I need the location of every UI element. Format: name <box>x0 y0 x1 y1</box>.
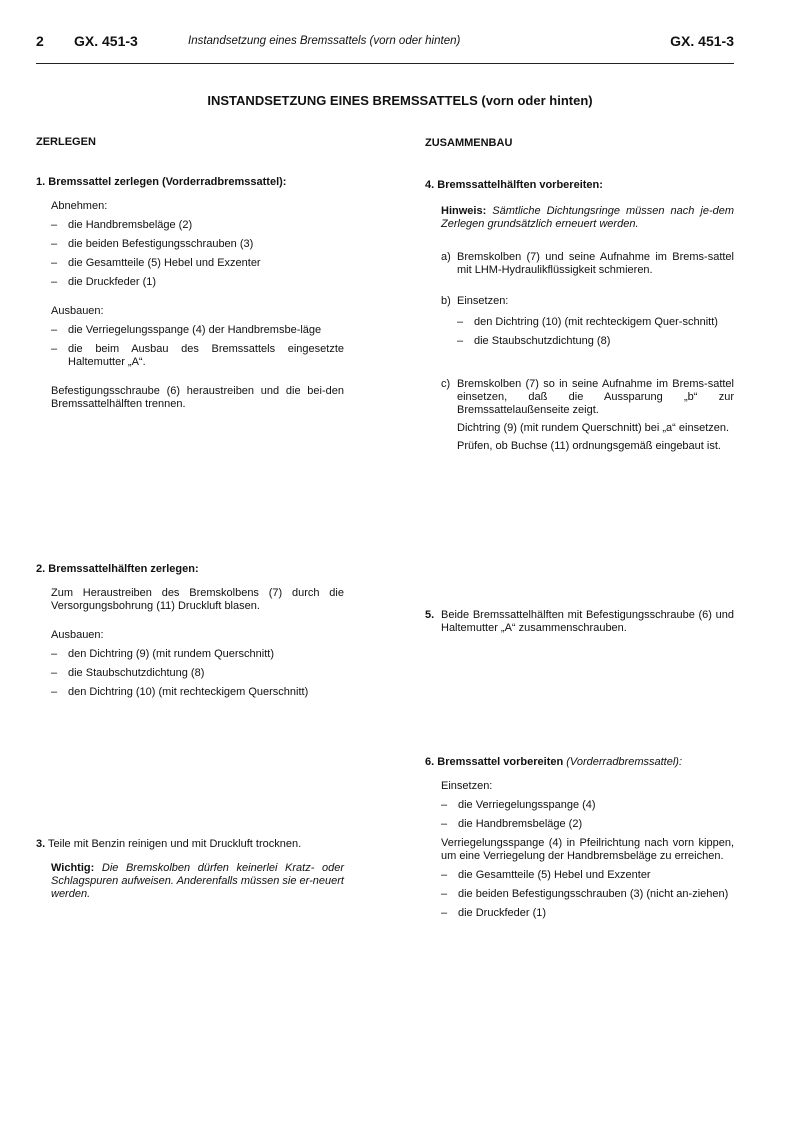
list-item: – die Gesamtteile (5) Hebel und Exzenter <box>51 257 344 270</box>
page-title: INSTANDSETZUNG EINES BREMSSATTELS (vorn oder hinten) <box>207 93 593 108</box>
document-code-right: GX. 451-3 <box>670 33 734 49</box>
step-1-body <box>51 200 344 411</box>
step-3-note: Wichtig: Die Bremskolben dürfen keinerlei Kratz- oder Schlagspuren aufweisen. Anderenfalls müssen sie er-neuert werden. <box>51 862 344 900</box>
list-item: – den Dichtring (9) (mit rundem Querschnitt) <box>51 648 344 661</box>
document-code-left: GX. 451-3 <box>74 33 138 49</box>
step-2-text: Zum Heraustreiben des Bremskolbens (7) durch die Versorgungsbohrung (11) Druckluft blasen. <box>51 587 344 612</box>
step-6-body <box>441 780 734 920</box>
list-item: – die beiden Befestigungsschrauben (3) <box>51 238 344 251</box>
step-2-title: 2. Bremssattelhälften zerlegen: <box>36 563 199 575</box>
header-subject: Instandsetzung eines Bremssattels (vorn oder hinten) <box>188 35 461 47</box>
list-item: – die beim Ausbau des Bremssattels eingesetzte Haltemutter „A“. <box>51 343 344 369</box>
list-item: – die Staubschutzdichtung (8) <box>51 667 344 680</box>
step-4c: c) Bremskolben (7) so in seine Aufnahme im Brems-sattel einsetzen, daß die Aussparung „b“ zur Bremssattelaußenseite zeigt. Dichtring (9) (mit rundem Querschnitt) bei „a“ einsetzen. Prüfen, ob Buchse (11) ordnungsgemäß eingebaut ist. <box>441 378 734 452</box>
step-4a: a) Bremskolben (7) und seine Aufnahme im Brems-sattel mit LHM-Hydraulikflüssigkeit schmieren. <box>441 251 734 276</box>
section-heading-zerlegen: ZERLEGEN <box>36 136 96 148</box>
step-6-text: Verriegelungsspange (4) in Pfeilrichtung nach vorn kippen, um eine Verriegelung der Handbremsbeläge zu erreichen. <box>441 837 734 862</box>
list-item: – die Druckfeder (1) <box>441 907 734 920</box>
list-item: – die Handbremsbeläge (2) <box>51 219 344 232</box>
step-2-body <box>51 587 344 699</box>
header-rule <box>36 63 734 64</box>
ausbauen-label: Ausbauen: <box>51 629 104 641</box>
page-number: 2 <box>36 33 44 49</box>
section-heading-zusammenbau: ZUSAMMENBAU <box>425 137 513 149</box>
einsetzen-label: Einsetzen: <box>441 780 493 792</box>
abnehmen-label: Abnehmen: <box>51 200 108 212</box>
step-4b-list <box>457 316 734 348</box>
ausbauen-label: Ausbauen: <box>51 305 104 317</box>
step-4-hint: Hinweis: Sämtliche Dichtungsringe müssen nach je-dem Zerlegen grundsätzlich erneuert werden. <box>441 205 735 230</box>
list-item: – die Staubschutzdichtung (8) <box>457 335 734 348</box>
list-item: – die Druckfeder (1) <box>51 276 344 289</box>
step-4b: b) Einsetzen: <box>441 295 509 307</box>
step-5: 5. Beide Bremssattelhälften mit Befestigungsschraube (6) und Haltemutter „A“ zusammenschrauben. <box>425 609 734 634</box>
list-item: – den Dichtring (10) (mit rechteckigem Quer-schnitt) <box>457 316 734 329</box>
step-3-title: 3. Teile mit Benzin reinigen und mit Druckluft trocknen. <box>36 838 302 850</box>
step-4-title: 4. Bremssattelhälften vorbereiten: <box>425 179 603 191</box>
list-item: – die Verriegelungsspange (4) der Handbremsbe-läge <box>51 324 344 337</box>
list-item: – den Dichtring (10) (mit rechteckigem Querschnitt) <box>51 686 344 699</box>
list-item: – die Verriegelungsspange (4) <box>441 799 734 812</box>
step-1-text: Befestigungsschraube (6) heraustreiben und die bei-den Bremssattelhälften trennen. <box>51 385 344 410</box>
step-4c-text-3: Prüfen, ob Buchse (11) ordnungsgemäß eingebaut ist. <box>457 440 721 452</box>
step-1-title: 1. Bremssattel zerlegen (Vorderradbremssattel): <box>36 176 287 188</box>
step-4c-text-2: Dichtring (9) (mit rundem Querschnitt) bei „a“ einsetzen. <box>457 422 730 434</box>
step-6-title: 6. Bremssattel vorbereiten (Vorderradbremssattel): <box>425 756 683 768</box>
list-item: – die Gesamtteile (5) Hebel und Exzenter <box>441 869 734 882</box>
list-item: – die Handbremsbeläge (2) <box>441 818 734 831</box>
list-item: – die beiden Befestigungsschrauben (3) (nicht an-ziehen) <box>441 888 734 901</box>
